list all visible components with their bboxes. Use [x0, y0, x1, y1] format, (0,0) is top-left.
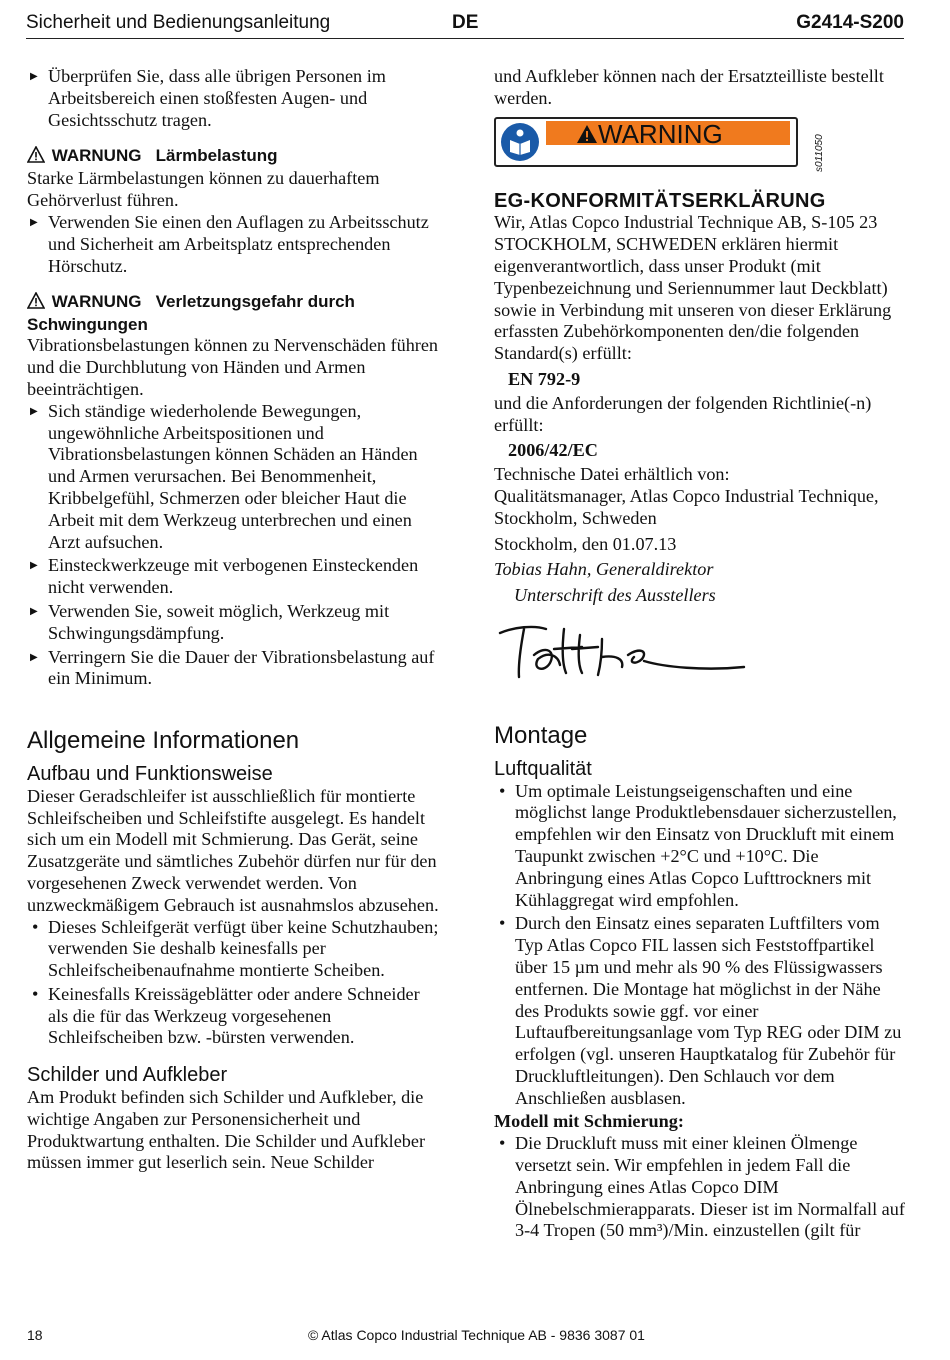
warning-label: WARNUNG	[51, 292, 142, 312]
directive-value: 2006/42/EC	[508, 440, 598, 461]
directive-text: und die Anforderungen der folgenden Richtlinie(-n) erfüllt:	[494, 392, 872, 435]
signs-continued-text: und Aufkleber können nach der Ersatzteilliste bestellt werden.	[494, 66, 884, 108]
warning-sticker-text: WARNING	[598, 118, 723, 149]
signs-heading: Schilder und Aufkleber	[27, 1064, 228, 1087]
intro-bullet: ▶ Überprüfen Sie, dass alle übrigen Personen im Arbeitsbereich einen stoßfesten Augen- und Gesichtsschutz tragen.	[27, 66, 439, 131]
air-quality-heading: Luftqualität	[494, 757, 592, 780]
function-heading: Aufbau und Funktionsweise	[27, 762, 273, 785]
signer-name: Tobias Hahn, Generaldirektor	[494, 559, 714, 580]
conformity-text: Wir, Atlas Copco Industrial Technique AB, S-105 23 STOCKHOLM, SCHWEDEN erklären hiermit eigenverantwortlich, dass unser Produkt (mit Typenbezeichnung und Seriennummer laut Deckblatt) sowie in Verbindung mit unseren von dieser Erklärung erfassten Zubehörkomponenten den/die folgenden Standard(s) erfüllt:	[494, 212, 892, 364]
air-quality-bullet: • Durch den Einsatz eines separaten Luftfilters vom Typ Atlas Copco FIL lassen sich Feststoffpartikel über 15 µm und mehr als 90 % des Flüssigwassers entfernen. Die Montage hat möglichst in der Nähe des Produkts sowie ggf. vor einer Luftaufbereitungsanlage vom Typ REG oder DIM zu erfolgen (vgl. unseren Hauptkatalog für Zubehör für Druckluftleitungen). Den Schlauch vor dem Anschließen ausblasen.	[494, 913, 906, 1109]
air-quality-bullet: • Um optimale Leistungseigenschaften und eine möglichst lange Produktlebensdauer sicherzustellen, empfehlen wir den Einsatz von Druckluft mit einem Taupunkt zwischen +2°C und +10°C. Die Anbringung eines Atlas Copco Lufttrockners mit Kühlaggregat wird empfohlen.	[494, 781, 906, 912]
tech-file-text: Technische Datei erhältlich von:	[494, 464, 730, 485]
function-bullet: • Keinesfalls Kreissägeblätter oder andere Schneider als die für das Werkzeug vorgesehenen Schleifscheiben bzw. -bürsten verwenden.	[27, 984, 439, 1049]
warning-sticker	[494, 117, 798, 167]
footer-copyright: © Atlas Copco Industrial Technique AB - 9836 3087 01	[308, 1327, 645, 1343]
model-number: G2414-S200	[796, 12, 904, 33]
noise-bullet: ▶ Verwenden Sie einen den Auflagen zu Arbeitsschutz und Sicherheit am Arbeitsplatz entsprechenden Hörschutz.	[27, 212, 439, 277]
right-column	[494, 66, 906, 1244]
vibration-text: Vibrationsbelastungen können zu Nervenschäden führen und die Durchblutung von Händen und Armen beeinträchtigen.	[27, 335, 439, 399]
vibration-bullet: ▶ Verringern Sie die Dauer der Vibrationsbelastung auf ein Minimum.	[27, 647, 439, 691]
lubrication-bullet: • Die Druckluft muss mit einer kleinen Ölmenge versetzt sein. Wir empfehlen in jedem Fall die Anbringung eines Atlas Copco DIM Ölnebelschmierapparats. Dieser ist im Normalfall auf 3-4 Tropen (50 mm³)/Min. einzustellen (gilt für	[494, 1133, 906, 1242]
page-number: 18	[27, 1327, 43, 1343]
warning-sticker-banner	[546, 118, 790, 149]
book-manual-icon	[501, 123, 539, 161]
tech-file-contact: Qualitätsmanager, Atlas Copco Industrial Technique, Stockholm, Schweden	[494, 485, 879, 528]
signs-text: Am Produkt befinden sich Schilder und Aufkleber, die wichtige Angaben zur Personensicherheit und Produktwartung enthalten. Die Schilder und Aufkleber müssen immer gut leserlich sein. Neue Schilder	[27, 1087, 426, 1173]
sticker-id: s011050	[814, 134, 825, 172]
vibration-bullet: ▶ Verwenden Sie, soweit möglich, Werkzeug mit Schwingungsdämpfung.	[27, 601, 439, 645]
general-info-heading: Allgemeine Informationen	[27, 727, 300, 755]
lubrication-heading: Modell mit Schmierung:	[494, 1111, 684, 1132]
noise-text: Starke Lärmbelastungen können zu dauerhaftem Gehörverlust führen.	[27, 168, 380, 211]
conformity-heading: EG-KONFORMITÄTSERKLÄRUNG	[494, 189, 826, 212]
standard-value: EN 792-9	[508, 368, 581, 389]
function-text: Dieser Geradschleifer ist ausschließlich für montierte Schleifscheiben und Schleifstifte ausgelegt. Es handelt sich um ein Modell mit Schmierung. Das Gerät, seine Zusatzgeräte und sämtliches Zubehör dürfen nur für den vorgesehenen Zweck verwendet werden. Von unzweckmäßigem Gebrauch ist ausnahmslos abzusehen.	[27, 785, 439, 915]
vibration-bullet: ▶ Einsteckwerkzeuge mit verbogenen Einsteckenden nicht verwenden.	[27, 555, 439, 599]
handwritten-signature	[494, 615, 906, 685]
warning-triangle-icon	[27, 292, 47, 314]
assembly-heading: Montage	[494, 721, 588, 749]
warning-title: Lärmbelastung	[155, 146, 278, 166]
language-code: DE	[452, 12, 479, 33]
function-bullet: • Dieses Schleifgerät verfügt über keine Schutzhauben; verwenden Sie deshalb keinesfalls per Schleifscheibenaufnahme montierte Scheiben.	[27, 917, 439, 982]
warning-triangle-icon	[27, 146, 47, 168]
signature-label: Unterschrift des Ausstellers	[514, 585, 716, 606]
noise-warning-heading	[27, 145, 439, 168]
vibration-warning-heading	[27, 291, 439, 335]
doc-title: Sicherheit und Bedienungsanleitung	[26, 12, 331, 33]
left-column	[27, 66, 439, 1174]
warning-sticker-triangle-icon	[576, 122, 598, 148]
page-header	[26, 10, 904, 39]
place-date: Stockholm, den 01.07.13	[494, 533, 677, 554]
warning-label: WARNUNG	[51, 146, 142, 166]
vibration-bullet: ▶ Sich ständige wiederholende Bewegungen, ungewöhnliche Arbeitspositionen und Vibrationsbelastungen können Schäden an Händen und Armen verursachen. Bei Benommenheit, Kribbelgefühl, Schmerzen oder bleicher Haut die Arbeit mit dem Werkzeug unterbrechen und einen Arzt aufsuchen.	[27, 401, 439, 554]
warning-title: Verletzungsgefahr durch Schwingungen	[27, 292, 355, 335]
